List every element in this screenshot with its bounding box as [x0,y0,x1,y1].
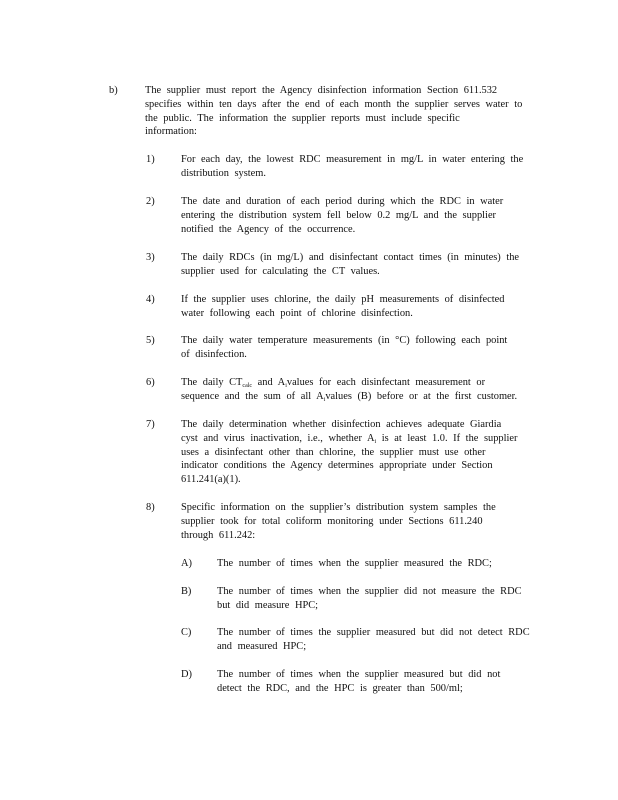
item-line [181,432,537,446]
item-2-marker: 2) [146,196,155,207]
section-b-line: specifies within ten days after the end of each month the supplier serves water to [145,98,523,110]
item-line: supplier used for calculating the CT values. [181,265,380,277]
item-line: The number of times when the supplier measured but did not [217,669,501,680]
item-5-text [181,334,537,362]
item-line [181,376,537,390]
item-line: The number of times when the supplier did not measure the RDC [217,586,522,597]
item-line: and measured HPC; [217,640,307,652]
subitem-a-text [217,557,539,571]
item-1-marker: 1) [146,154,155,165]
subscript: calc [242,383,253,389]
item-line: The daily water temperature measurements (in °C) following each point [181,335,508,346]
item-line: detect the RDC, and the HPC is greater than 500/ml; [217,682,463,694]
item-4-marker: 4) [146,294,155,305]
subscript: i [374,438,377,445]
item-2-text [181,195,537,236]
item-line: uses a disinfectant other than chlorine, the supplier must use other [181,446,486,458]
subitem-b-marker: B) [181,586,192,597]
item-line: but did measure HPC; [217,599,319,611]
item-4-text [181,293,537,321]
item-line [181,390,537,404]
subscript: i [285,383,287,389]
subitem-c-text [217,626,539,654]
item-line: water following each point of chlorine disinfection. [181,307,413,319]
subitem-a-marker: A) [181,558,192,569]
item-line: The number of times the supplier measured but did not detect RDC [217,627,530,638]
item-7-text [181,418,537,487]
item-3-text [181,251,537,279]
item-line: The number of times when the supplier measured the RDC; [217,558,492,569]
item-5-marker: 5) [146,335,155,346]
item-line: of disinfection. [181,348,247,360]
subitem-d-text [217,668,539,696]
item-line: indicator conditions the Agency determines appropriate under Section [181,460,493,472]
text-run: values for each disinfectant measurement or [286,377,486,388]
text-run: cyst and virus inactivation, i.e., whether A [181,432,375,444]
item-line: notified the Agency of the occurrence. [181,223,356,235]
item-6-text [181,376,537,404]
section-b-line: information: [145,126,197,138]
item-line: The daily RDCs (in mg/L) and disinfectant contact times (in minutes) the [181,252,520,263]
text-run: sequence and the sum of all A [181,390,324,402]
section-b-text [145,84,534,139]
item-8-marker: 8) [146,502,155,513]
item-line: through 611.242: [181,529,256,541]
text-run: and A [252,377,286,388]
text-run: The daily CT [181,377,243,388]
item-7-marker: 7) [146,419,155,430]
item-line: distribution system. [181,167,266,179]
item-line: If the supplier uses chlorine, the daily pH measurements of disinfected [181,294,505,305]
subitem-d-marker: D) [181,669,192,680]
subscript: i [323,396,326,403]
item-1-text [181,153,537,181]
item-line: supplier took for total coliform monitoring under Sections 611.240 [181,515,483,527]
section-b-marker: b) [109,85,118,96]
subitem-c-marker: C) [181,627,192,638]
section-b-line: the public. The information the supplier reports must include specific [145,112,460,124]
subitem-b-text [217,585,539,613]
item-6-marker: 6) [146,377,155,388]
item-line: 611.241(a)(1). [181,474,241,486]
text-run: values (B) before or at the first customer. [325,390,518,402]
item-line: The date and duration of each period during which the RDC in water [181,196,504,207]
item-line: The daily determination whether disinfection achieves adequate Giardia [181,419,502,430]
section-b-line: The supplier must report the Agency disinfection information Section 611.532 [145,85,498,96]
item-8-text [181,501,537,542]
text-run: is at least 1.0. If the supplier [376,432,518,444]
item-line: Specific information on the supplier’s distribution system samples the [181,502,496,513]
item-line: For each day, the lowest RDC measurement in mg/L in water entering the [181,154,524,165]
item-3-marker: 3) [146,252,155,263]
item-line: entering the distribution system fell below 0.2 mg/L and the supplier [181,209,497,221]
